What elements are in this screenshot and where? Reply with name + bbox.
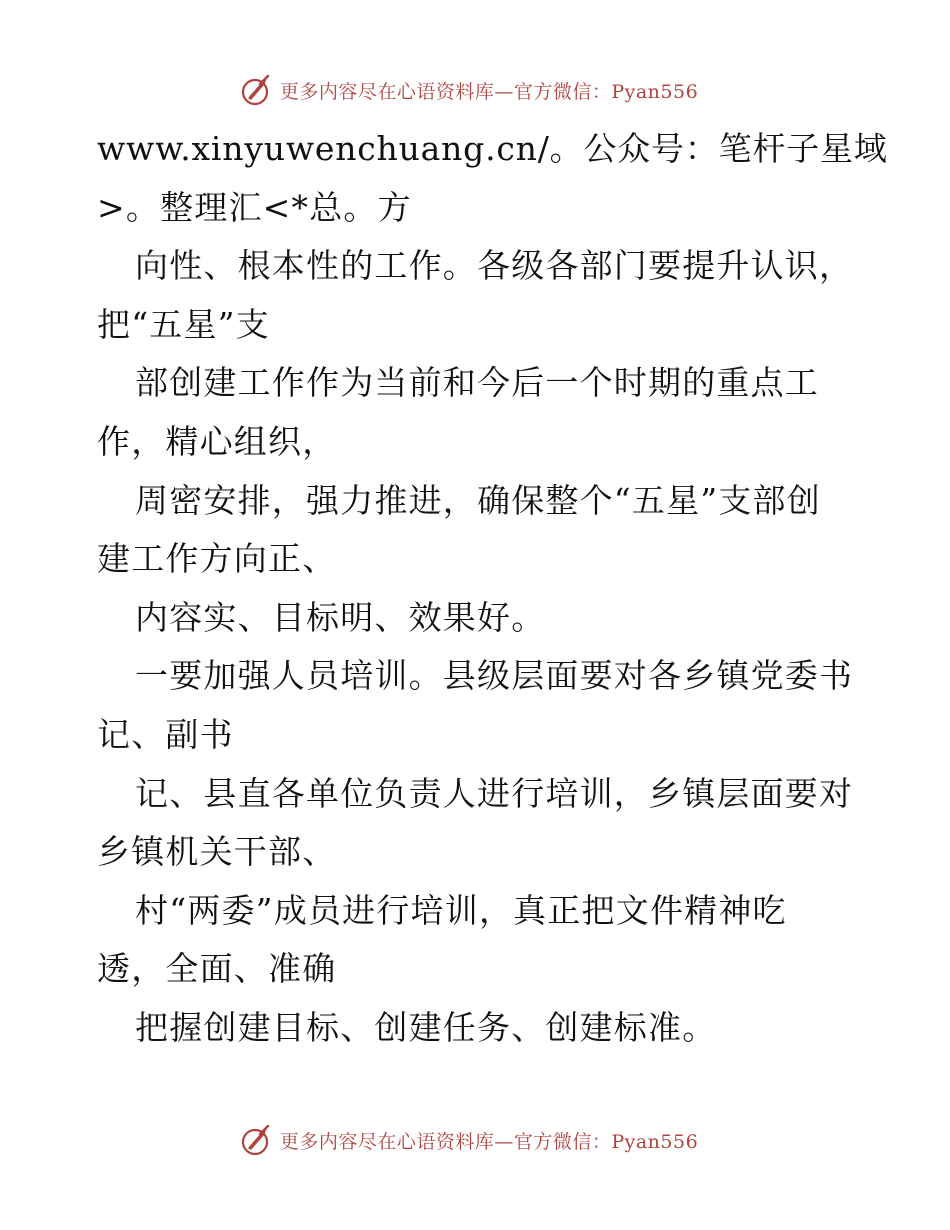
text-line: 透，全面、准确 <box>97 949 337 989</box>
text-line: 记、县直各单位负责人进行培训，乡镇层面要对 <box>135 773 854 813</box>
text-line: 乡镇机关干部、 <box>97 832 337 872</box>
text-line: 村“两委”成员进行培训，真正把文件精神吃 <box>135 890 787 930</box>
watermark-text: 更多内容尽在心语资料库—官方微信：Pyan556 <box>279 80 699 103</box>
document-body <box>97 120 888 1058</box>
text-line: 一要加强人员培训。县级层面要对各乡镇党委书 <box>135 656 854 696</box>
text-line: 向性、根本性的工作。各级各部门要提升认识， <box>135 246 854 286</box>
text-line: 作，精心组织， <box>97 421 337 461</box>
pen-nib-circle-icon <box>240 73 274 107</box>
watermark-header <box>0 70 950 110</box>
text-line: 建工作方向正、 <box>97 539 337 579</box>
text-line: 把握创建目标、创建任务、创建标准。 <box>135 1007 717 1047</box>
text-line: 部创建工作作为当前和今后一个时期的重点工 <box>135 363 819 403</box>
pen-nib-circle-icon <box>240 1123 274 1157</box>
watermark-text: 更多内容尽在心语资料库—官方微信：Pyan556 <box>279 1130 699 1153</box>
text-line: 内容实、目标明、效果好。 <box>135 597 546 637</box>
watermark-footer <box>0 1120 950 1160</box>
text-line: www.xinyuwenchuang.cn/。公众号：笔杆子星域 <box>97 129 888 168</box>
text-line: 记、副书 <box>97 714 234 754</box>
text-line: 周密安排，强力推进，确保整个“五星”支部创 <box>135 480 821 520</box>
text-line: 把“五星”支 <box>97 304 270 344</box>
text-line: >。整理汇<*总。方 <box>97 187 412 227</box>
